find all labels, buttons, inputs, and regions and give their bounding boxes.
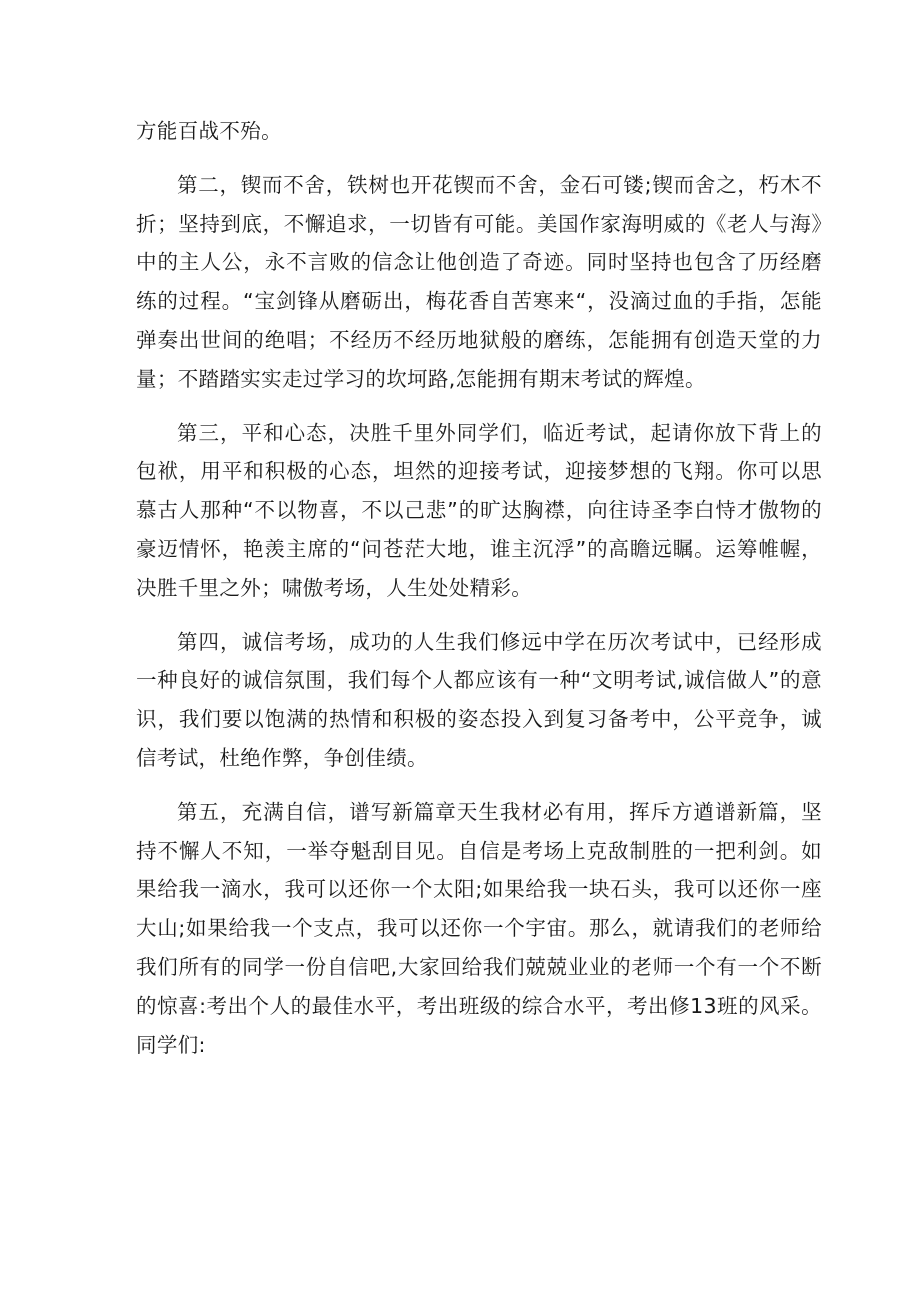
paragraph-second-point: 第二，锲而不舍，铁树也开花锲而不舍，金石可镂;锲而舍之，朽木不折；坚持到底，不懈追求，一切皆有可能。美国作家海明威的《老人与海》中的主人公，永不言败的信念让他创造了奇迹。同时坚持也包含了历经磨练的过程。“宝剑锋从磨砺出，梅花香自苦寒来“，没滴过血的手指，怎能弹奏出世间的绝唱；不经历不经历地狱般的磨练，怎能拥有创造天堂的力量；不踏踏实实走过学习的坎坷路,怎能拥有期末考试的辉煌。 (136, 172, 822, 391)
paragraph-third-point: 第三，平和心态，决胜千里外同学们，临近考试，起请你放下背上的包袱，用平和积极的心态，坦然的迎接考试，迎接梦想的飞翔。你可以思慕古人那种“不以物喜，不以己悲”的旷达胸襟，向往诗圣李白恃才傲物的豪迈情怀，艳羡主席的“问苍茫大地，谁主沉浮”的高瞻远瞩。运筹帷幄，决胜千里之外；啸傲考场，人生处处精彩。 (136, 420, 822, 600)
paragraph-fourth-point: 第四，诚信考场，成功的人生我们修远中学在历次考试中，已经形成一种良好的诚信氛围，我们每个人都应该有一种“文明考试,诚信做人”的意识，我们要以饱满的热情和积极的姿态投入到复习备考中，公平竞争，诚信考试，杜绝作弊，争创佳绩。 (136, 629, 822, 770)
paragraph-fifth-point: 第五，充满自信，谱写新篇章天生我材必有用，挥斥方遒谱新篇，坚持不懈人不知，一举夺魁刮目见。自信是考场上克敌制胜的一把利剑。如果给我一滴水，我可以还你一个太阳;如果给我一块石头，我可以还你一座大山;如果给我一个支点，我可以还你一个宇宙。那么，就请我们的老师给我们所有的同学一份自信吧,大家回给我们兢兢业业的老师一个有一个不断的惊喜:考出个人的最佳水平，考出班级的综合水平，考出修13班的风采。同学们: (136, 799, 822, 1057)
document-page (136, 112, 822, 1064)
paragraph-continuation: 方能百战不殆。 (136, 119, 282, 143)
